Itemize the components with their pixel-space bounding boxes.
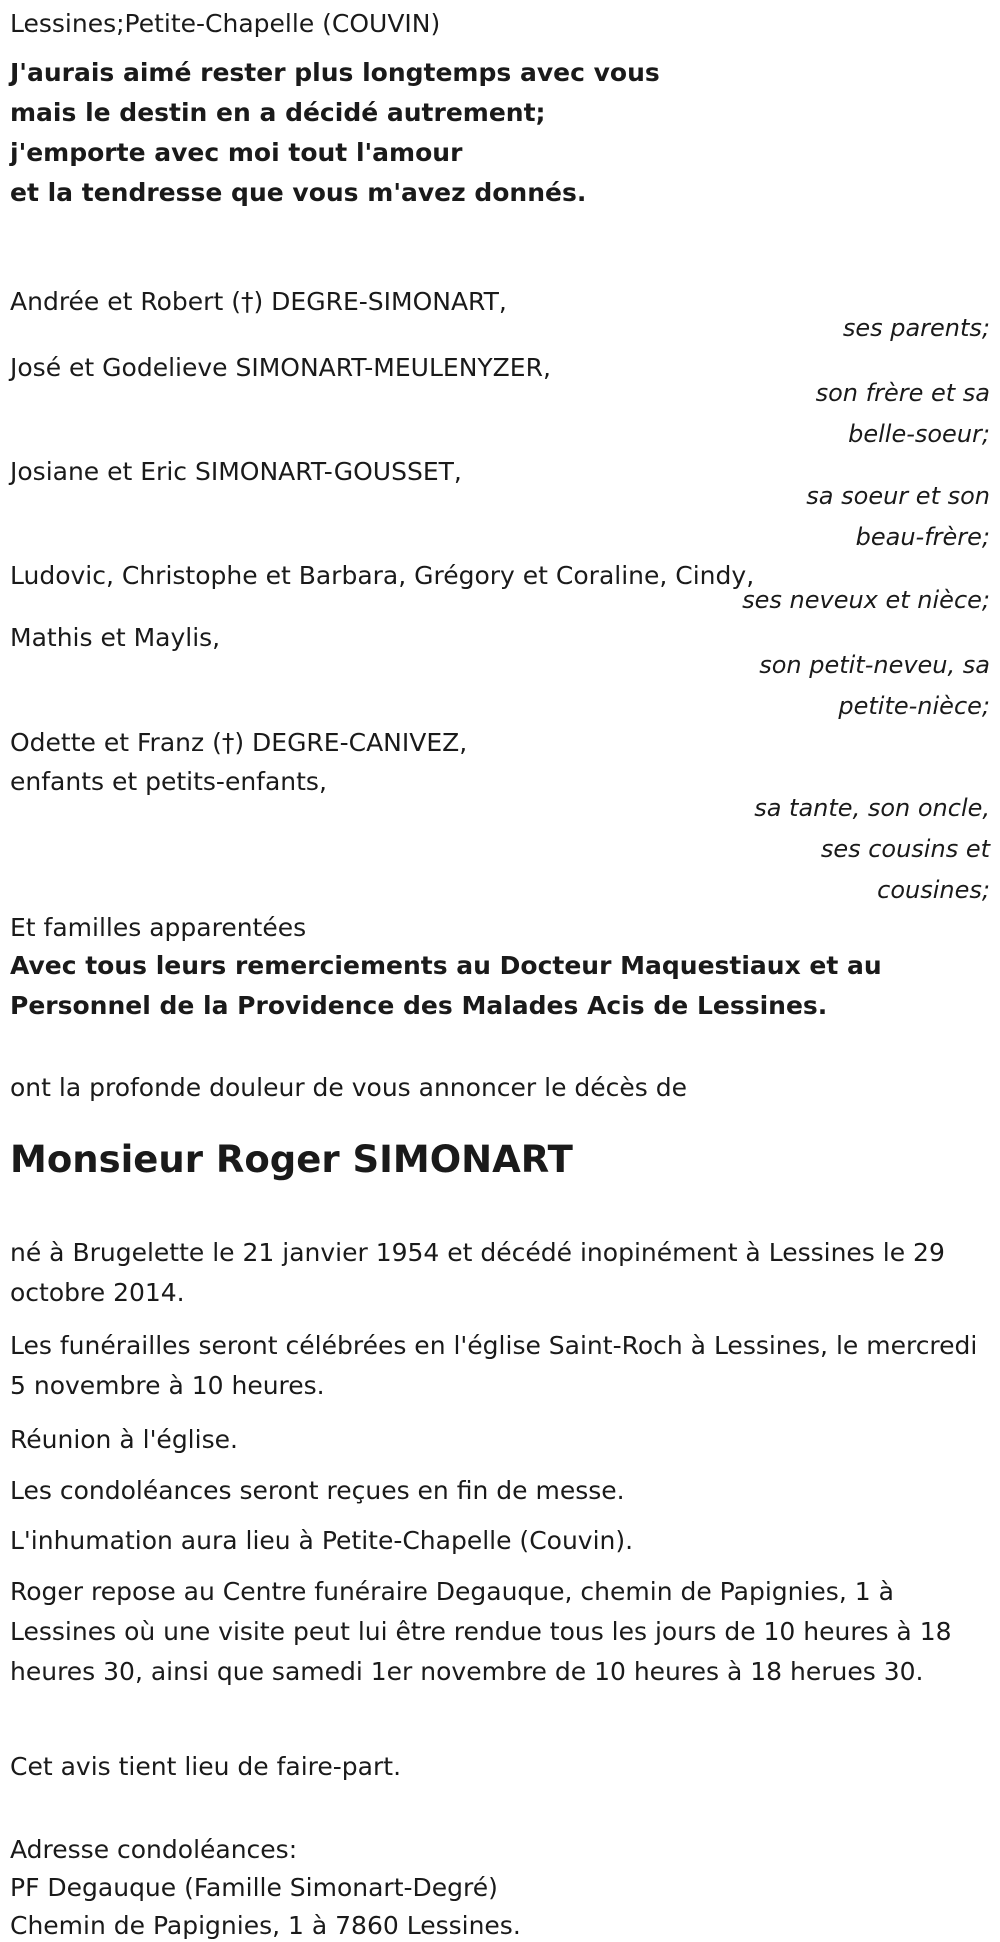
address-label: Adresse condoléances: — [10, 1835, 298, 1864]
family-relation: son petit-neveu, sa — [759, 651, 990, 679]
thanks-line: Personnel de la Providence des Malades Acis de Lessines. — [10, 991, 828, 1020]
family-relation: belle-soeur; — [848, 420, 990, 448]
family-relation: sa tante, son oncle, — [754, 794, 990, 822]
address-line: Chemin de Papignies, 1 à 7860 Lessines. — [10, 1911, 521, 1940]
deceased-name: Monsieur Roger SIMONART — [10, 1138, 573, 1181]
family-relation: sa soeur et son — [806, 482, 990, 510]
family-names: Odette et Franz (†) DEGRE-CANIVEZ, — [10, 728, 468, 757]
family-names: José et Godelieve SIMONART-MEULENYZER, — [10, 353, 551, 382]
family-relation: ses parents; — [842, 314, 990, 342]
family-relation: ses cousins et — [820, 835, 990, 863]
address-line: PF Degauque (Famille Simonart-Degré) — [10, 1873, 498, 1902]
family-names: Andrée et Robert (†) DEGRE-SIMONART, — [10, 287, 507, 316]
family-relation: ses neveux et nièce; — [742, 586, 990, 614]
family-names: Mathis et Maylis, — [10, 623, 221, 652]
detail-paragraph: Cet avis tient lieu de faire-part. — [10, 1752, 402, 1781]
verse-line: et la tendresse que vous m'avez donnés. — [10, 178, 587, 207]
thanks-line: Avec tous leurs remerciements au Docteur Maquestiaux et au — [10, 951, 882, 980]
verse-line: J'aurais aimé rester plus longtemps avec vous — [10, 58, 660, 87]
announcement: ont la profonde douleur de vous annoncer le décès de — [10, 1073, 688, 1102]
location-header: Lessines;Petite-Chapelle (COUVIN) — [10, 9, 441, 38]
verse-line: mais le destin en a décidé autrement; — [10, 98, 546, 127]
family-names: enfants et petits-enfants, — [10, 767, 327, 796]
families-related: Et familles apparentées — [10, 913, 307, 942]
family-relation: son frère et sa — [815, 379, 990, 407]
family-names: Ludovic, Christophe et Barbara, Grégory et Coraline, Cindy, — [10, 561, 755, 590]
family-relation: cousines; — [877, 876, 990, 904]
family-names: Josiane et Eric SIMONART-GOUSSET, — [10, 457, 462, 486]
detail-paragraph: Roger repose au Centre funéraire Degauque, chemin de Papignies, 1 à Lessines où une visite peut lui être rendue tous les jours de 10 heures à 18 heures 30, ainsi que samedi 1er novembre de 10 heures à 18 herues 30. — [10, 1577, 952, 1686]
detail-paragraph: Les condoléances seront reçues en fin de messe. — [10, 1476, 625, 1505]
detail-paragraph: Les funérailles seront célébrées en l'église Saint-Roch à Lessines, le mercredi 5 novembre à 10 heures. — [10, 1331, 978, 1400]
detail-paragraph: né à Brugelette le 21 janvier 1954 et décédé inopinément à Lessines le 29 octobre 2014. — [10, 1238, 945, 1307]
family-relation: petite-nièce; — [838, 692, 990, 720]
detail-paragraph: L'inhumation aura lieu à Petite-Chapelle (Couvin). — [10, 1526, 634, 1555]
detail-paragraph: Réunion à l'église. — [10, 1425, 238, 1454]
verse-line: j'emporte avec moi tout l'amour — [10, 138, 463, 167]
family-relation: beau-frère; — [855, 523, 990, 551]
